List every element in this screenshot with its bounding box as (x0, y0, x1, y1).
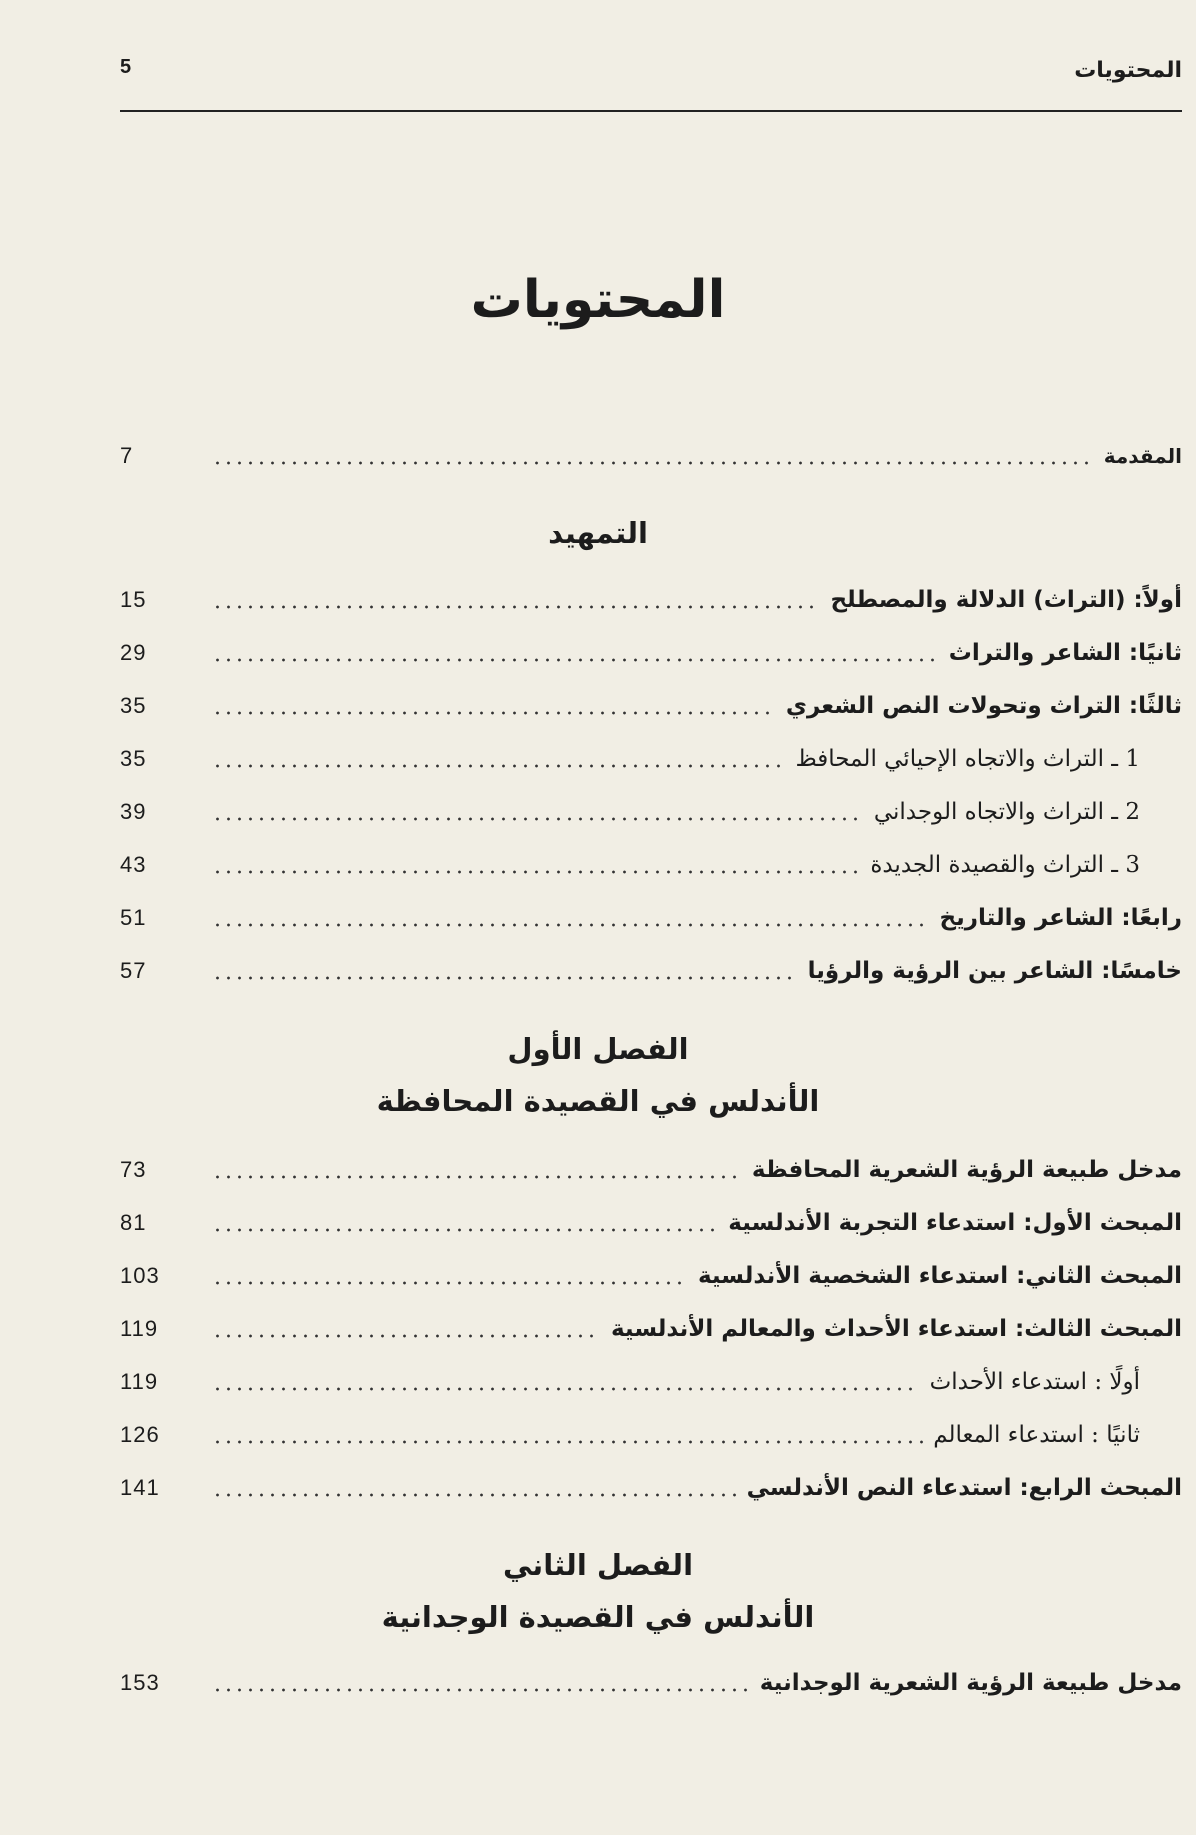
toc-entry[interactable] (120, 949, 1182, 993)
toc-entry-label: المبحث الأول: استدعاء التجربة الأندلسية (728, 1210, 1182, 1236)
dot-leader (212, 973, 798, 983)
toc-entry-label: ثانيًا: الشاعر والتراث (948, 640, 1182, 666)
dot-leader (212, 602, 820, 612)
dot-leader (212, 1437, 923, 1447)
toc-entry[interactable] (120, 1661, 1182, 1705)
page-title: المحتويات (470, 270, 726, 330)
toc-entry-page: 103 (120, 1263, 160, 1288)
toc-entry-label: 1 ـ التراث والاتجاه الإحيائي المحافظ (795, 746, 1140, 772)
dot-leader (212, 761, 785, 771)
running-header (120, 52, 1182, 112)
toc-entry-page: 141 (120, 1475, 160, 1500)
toc-entry-intro[interactable] (120, 434, 1182, 478)
toc-entry-page: 119 (120, 1316, 159, 1341)
toc-entry-page: 15 (120, 587, 147, 612)
page-number: 5 (120, 56, 132, 78)
toc-entry-label: 3 ـ التراث والقصيدة الجديدة (870, 852, 1140, 878)
toc-subentry[interactable] (120, 1413, 1182, 1457)
toc-entry-page: 51 (120, 905, 147, 930)
toc-entry-label: أولًا : استدعاء الأحداث (929, 1369, 1140, 1395)
toc-entry[interactable] (120, 631, 1182, 675)
toc-entry-page: 39 (120, 799, 147, 824)
toc-entry-page: 153 (120, 1670, 160, 1695)
toc-entry-page: 35 (120, 746, 147, 771)
toc-entry[interactable] (120, 1148, 1182, 1192)
chapter-subheading-2: الأندلس في القصيدة الوجدانية (381, 1600, 815, 1634)
dot-leader (212, 458, 1094, 468)
toc-entry-label: أولاً: (التراث) الدلالة والمصطلح (830, 587, 1182, 613)
toc-entry-label: رابعًا: الشاعر والتاريخ (939, 905, 1182, 931)
section-heading-tamheed: التمهيد (548, 516, 648, 550)
dot-leader (212, 867, 860, 877)
toc-subentry[interactable] (120, 790, 1182, 834)
toc-entry[interactable] (120, 1201, 1182, 1245)
toc-entry-label: المقدمة (1103, 444, 1182, 468)
dot-leader (212, 1685, 750, 1695)
running-header-title: المحتويات (1074, 58, 1182, 83)
toc-entry-page: 73 (120, 1157, 147, 1182)
toc-subentry[interactable] (120, 737, 1182, 781)
toc-entry[interactable] (120, 896, 1182, 940)
toc-entry[interactable] (120, 684, 1182, 728)
dot-leader (212, 1384, 920, 1394)
toc-entry-label: ثالثًا: التراث وتحولات النص الشعري (785, 693, 1182, 719)
toc-entry[interactable] (120, 578, 1182, 622)
toc-entry[interactable] (120, 1307, 1182, 1351)
chapter-heading-1: الفصل الأول (507, 1032, 689, 1066)
toc-entry-label: المبحث الثالث: استدعاء الأحداث والمعالم الأندلسية (610, 1316, 1182, 1342)
toc-entry-label: ثانيًا : استدعاء المعالم (933, 1422, 1140, 1448)
dot-leader (212, 814, 864, 824)
toc-subentry[interactable] (120, 1360, 1182, 1404)
dot-leader (212, 1172, 742, 1182)
toc-subentry[interactable] (120, 843, 1182, 887)
toc-entry-label: المبحث الثاني: استدعاء الشخصية الأندلسية (697, 1263, 1182, 1289)
toc-entry-page: 126 (120, 1422, 160, 1447)
toc-entry-page: 81 (120, 1210, 147, 1235)
toc-entry[interactable] (120, 1254, 1182, 1298)
toc-entry-page: 7 (120, 443, 134, 468)
dot-leader (212, 1225, 718, 1235)
dot-leader (212, 655, 939, 665)
toc-entry-page: 57 (120, 958, 147, 983)
toc-entry-label: مدخل طبيعة الرؤية الشعرية المحافظة (751, 1157, 1182, 1183)
toc-entry[interactable] (120, 1466, 1182, 1510)
toc-entry-label: خامسًا: الشاعر بين الرؤية والرؤيا (807, 958, 1182, 984)
chapter-heading-2: الفصل الثاني (502, 1548, 694, 1582)
dot-leader (212, 1278, 688, 1288)
dot-leader (212, 1331, 601, 1341)
toc-entry-page: 119 (120, 1369, 159, 1394)
toc-entry-label: 2 ـ التراث والاتجاه الوجداني (873, 799, 1140, 825)
toc-entry-page: 29 (120, 640, 147, 665)
toc-entry-page: 35 (120, 693, 147, 718)
dot-leader (212, 1490, 737, 1500)
toc-entry-label: المبحث الرابع: استدعاء النص الأندلسي (746, 1475, 1182, 1501)
dot-leader (212, 920, 930, 930)
dot-leader (212, 708, 776, 718)
chapter-subheading-1: الأندلس في القصيدة المحافظة (376, 1084, 820, 1118)
toc-entry-page: 43 (120, 852, 147, 877)
toc-entry-label: مدخل طبيعة الرؤية الشعرية الوجدانية (759, 1670, 1182, 1696)
